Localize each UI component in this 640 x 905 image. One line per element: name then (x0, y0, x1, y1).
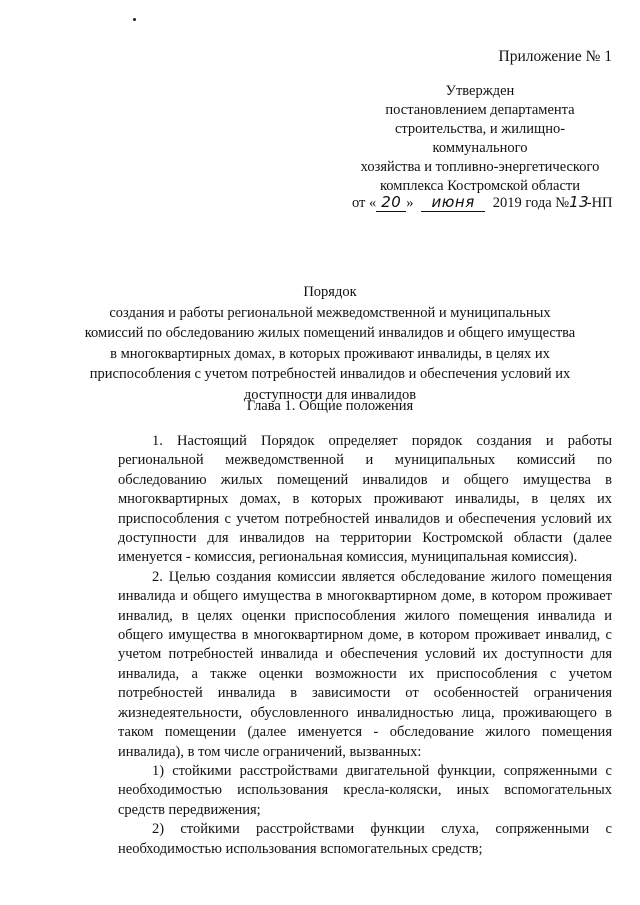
date-year: 2019 года № (492, 195, 570, 211)
handwritten-day: 20 (376, 194, 406, 212)
date-prefix: от « (352, 195, 377, 211)
approval-block (330, 82, 630, 196)
paragraph: 2) стойкими расстройствами функции слуха, сопряженными с необходимостью использования вспомогательных средств; (118, 821, 612, 857)
approval-line: комплекса Костромской области (379, 178, 580, 194)
scan-speck (133, 18, 136, 21)
approval-line: коммунального (432, 140, 528, 156)
chapter-title: Глава 1. Общие положения (246, 398, 414, 414)
document-title (70, 282, 590, 405)
approval-line: хозяйства и топливно-энергетического (360, 159, 600, 175)
title-line: в многоквартирных домах, в которых проживают инвалиды, в целях их (110, 345, 550, 362)
title-line: комиссий по обследованию жилых помещений инвалидов и общего имущества (84, 325, 576, 341)
approval-line: Утвержден (445, 83, 515, 99)
appendix-label: Приложение № 1 (498, 48, 612, 65)
paragraph: 2. Целью создания комиссии является обследование жилого помещения инвалида и общего имущества в многоквартирном доме, в котором проживает инвалид, в целях оценки приспособления жилого помещения инвалида и общего имущества в многоквартирном доме, в котором проживает инвалид, с учетом потребностей инвалида и обеспечения условий их доступности для инвалида, а также оценки возможности их приспособления с учетом потребностей инвалида в зависимости от особенностей ограничения жизнедеятельности, обусловленного инвалидностью лица, проживающего в таком помещении (далее именуется - обследование жилого помещения инвалида), в том числе ограничений, вызванных: (118, 568, 612, 760)
paragraph: 1) стойкими расстройствами двигательной функции, сопряженными с необходимостью использования кресла-коляски, иных вспомогательных средств передвижения; (118, 762, 612, 818)
title-line: приспособления с учетом потребностей инвалидов и обеспечения условий их (89, 366, 571, 382)
title-line: создания и работы региональной межведомственной и муниципальных (109, 304, 551, 321)
date-mid: » (406, 195, 414, 211)
document-body (118, 432, 612, 859)
approval-line: постановлением департамента (385, 102, 575, 118)
title-line: доступности для инвалидов (243, 386, 417, 403)
approval-date-line (352, 194, 613, 212)
handwritten-number: 13 (569, 193, 590, 211)
paragraph: 1. Настоящий Порядок определяет порядок создания и работы региональной межведомственной и муниципальных комиссий по обследованию жилых помещений инвалидов и общего имущества в многоквартирных домах, в которых проживают инвалиды, в целях их приспособления с учетом потребностей инвалидов и обеспечения условий их доступности для инвалидов на территории Костромской области (далее именуется - комиссия, региональная комиссия, муниципальная комиссия). (118, 433, 612, 566)
date-suffix: -НП (586, 195, 613, 211)
handwritten-month: июня (421, 194, 485, 212)
title-heading: Порядок (303, 284, 357, 300)
approval-line: строительства, и жилищно- (394, 121, 566, 137)
